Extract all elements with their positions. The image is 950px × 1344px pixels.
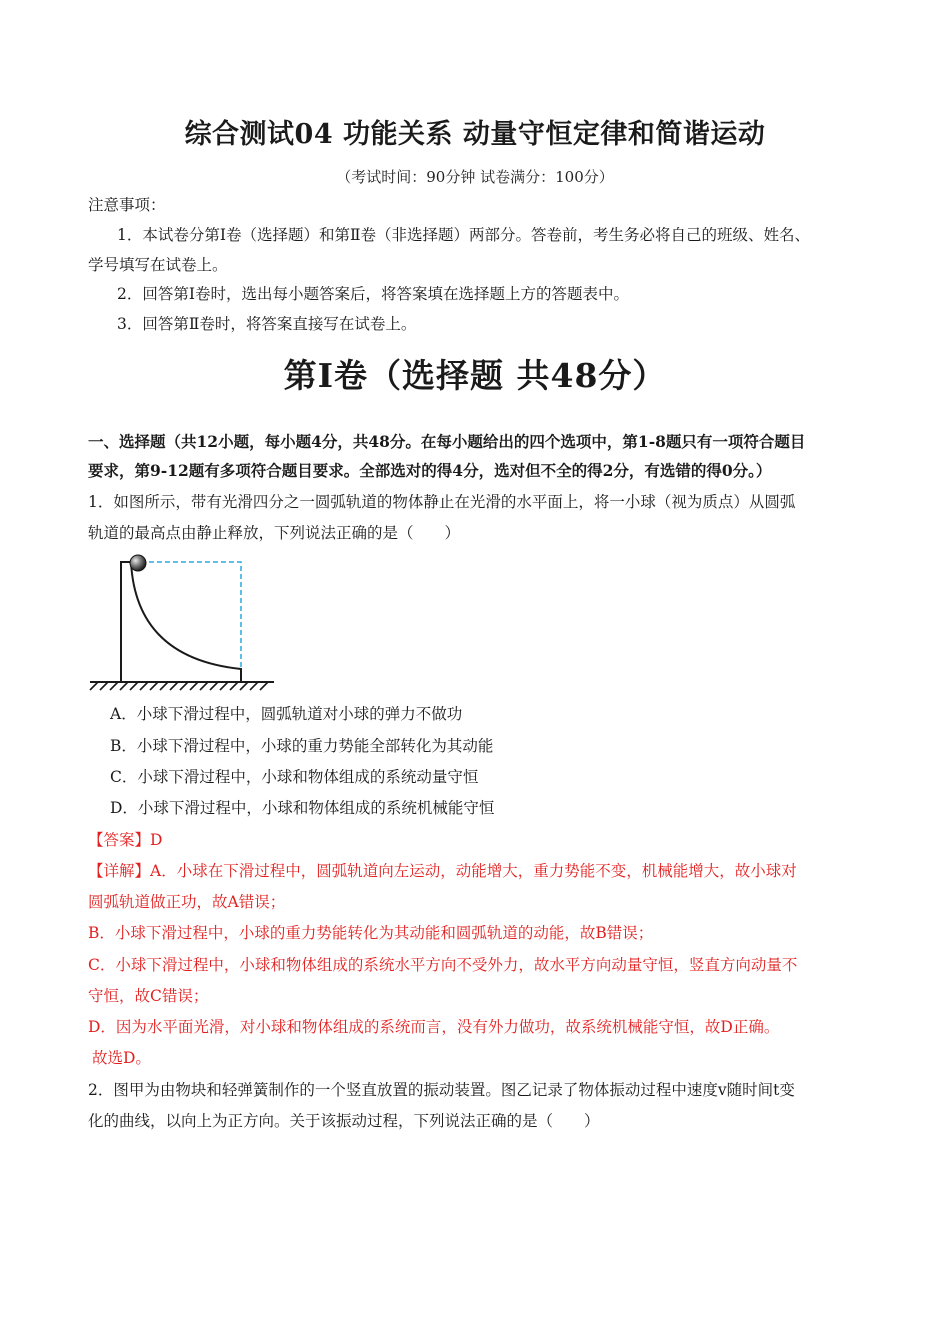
detail-b: B．小球下滑过程中，小球的重力势能转化为其动能和圆弧轨道的动能，故B错误； [88, 924, 654, 942]
section-title: 第Ⅰ卷（选择题 共48分） [283, 356, 667, 395]
note-item-2: 2．回答第Ⅰ卷时，选出每小题答案后，将答案填在选择题上方的答题表中。 [117, 285, 629, 303]
detail-a-text: A．小球在下滑过程中，圆弧轨道向左运动，动能增大，重力势能不变，机械能增大，故小球对 [150, 862, 797, 880]
ball [130, 555, 146, 571]
note-item-1: 1．本试卷分第Ⅰ卷（选择题）和第Ⅱ卷（非选择题）两部分。答卷前，考生务必将自己的班级、姓名、 [117, 226, 811, 244]
ground-line [90, 682, 274, 690]
page-title: 综合测试04 功能关系 动量守恒定律和简谐运动 [184, 119, 766, 150]
conclusion: 故选D。 [92, 1049, 151, 1067]
quarter-arc-track-figure [86, 550, 278, 694]
question-1-stem-cont: 轨道的最高点由静止释放，下列说法正确的是（ ） [88, 524, 461, 542]
question-2-stem: 2．图甲为由物块和轻弹簧制作的一个竖直放置的振动装置。图乙记录了物体振动过程中速度v随时间t变 [88, 1081, 795, 1099]
dashed-guide-lines [141, 562, 241, 669]
question-2-stem-cont: 化的曲线，以向上为正方向。关于该振动过程，下列说法正确的是（ ） [88, 1112, 600, 1130]
notes-heading: 注意事项： [88, 196, 166, 214]
detail-a-cont: 圆弧轨道做正功，故A错误； [88, 893, 286, 911]
detail-a [88, 860, 878, 882]
question-1-stem: 1．如图所示，带有光滑四分之一圆弧轨道的物体静止在光滑的水平面上，将一小球（视为质点）从圆弧 [88, 493, 796, 511]
option-a: A．小球下滑过程中，圆弧轨道对小球的弹力不做功 [110, 705, 463, 723]
detail-c-cont: 守恒，故C错误； [88, 987, 209, 1005]
track-body [121, 562, 241, 682]
note-item-1-cont: 学号填写在试卷上。 [88, 256, 228, 274]
option-c: C．小球下滑过程中，小球和物体组成的系统动量守恒 [110, 768, 479, 786]
detail-label: 【详解】 [88, 862, 151, 880]
detail-c: C．小球下滑过程中，小球和物体组成的系统水平方向不受外力，故水平方向动量守恒，竖直方向动量不 [88, 956, 798, 974]
option-b: B．小球下滑过程中，小球的重力势能全部转化为其动能 [110, 737, 494, 755]
exam-info: （考试时间：90分钟 试卷满分：100分） [336, 168, 614, 186]
answer-label: 【答案】D [88, 831, 163, 849]
note-item-3: 3．回答第Ⅱ卷时，将答案直接写在试卷上。 [117, 315, 417, 333]
section-intro-cont: 要求，第9-12题有多项符合题目要求。全部选对的得4分，选对但不全的得2分，有选错的得0分。） [88, 461, 772, 480]
detail-d: D．因为水平面光滑，对小球和物体组成的系统而言，没有外力做功，故系统机械能守恒，故D正确。 [88, 1018, 780, 1036]
option-d: D．小球下滑过程中，小球和物体组成的系统机械能守恒 [110, 799, 495, 817]
section-intro: 一、选择题（共12小题，每小题4分，共48分。在每小题给出的四个选项中，第1-8题只有一项符合题目 [88, 432, 806, 451]
